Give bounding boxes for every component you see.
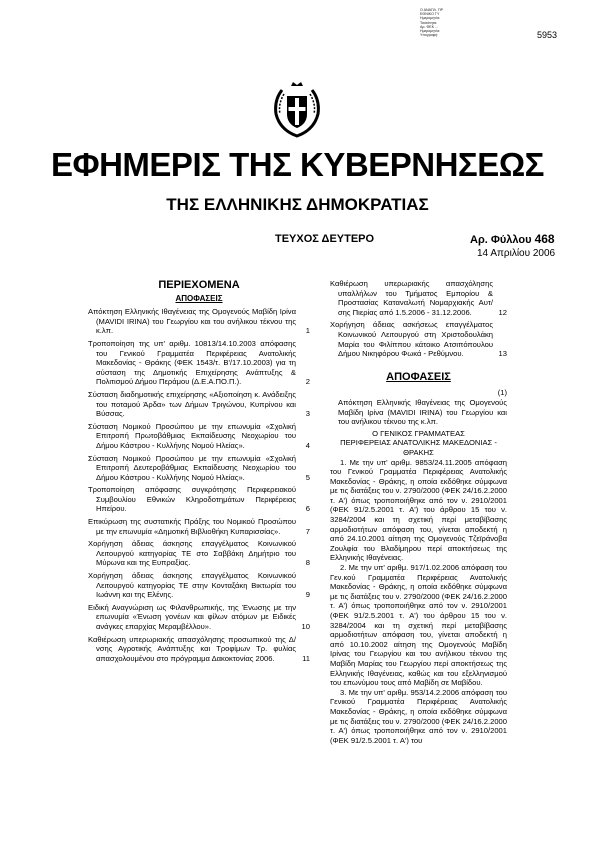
page-number: 5953 xyxy=(536,30,557,40)
toc-list-continued xyxy=(330,279,507,359)
greek-coat-of-arms-icon xyxy=(272,80,322,138)
decision-paragraph: 2. Με την υπ' αριθμ. 917/1.02.2006 απόφαση του Γεν.κού Γραμματέα Περιφέρειας Ανατολικής Μακεδονίας - Θράκης, η οποία εκδόθηκε σύμφωνα με τις διατάξεις του ν. 2790/2000 (ΦΕΚ 24/16.2.2000 τ. Α') όπως τροποποιήθηκε από τον ν. 2910/2001 (ΦΕΚ 91/2.5.2001 τ. Α') του άρθρου 15 του ν. 3284/2004 και τη σχετική περί μεταβίβασης αρμοδιοτήτων απόφαση του, γίνεται αποδεκτή η από 10.10.2002 αίτηση της Ομογενούς Μαβίδη Ιρίνας του Γεωργίου και του ανήλικου τέκνου της Μαβίδη Μαρίας του Γεωργίου περί αποκτήσεως της Ελληνικής Ιθαγένειας, καθώς και του εξελληνισμού του επωνύμου τους από Μαβίδη σε Μαβίδου. xyxy=(330,563,507,688)
issuer-note-line: Ο ΑΝΑΠΛ. ΠΡ xyxy=(420,8,443,12)
toc-entry-title: Επικύρωση της συστατικής Πράξης του Νομικού Προσώπου με την επωνυμία «Δημοτική Βιβλιοθήκη Κυπαρισσίας». xyxy=(88,517,296,536)
authority-region: ΠΕΡΙΦΕΡΕΙΑΣ ΑΝΑΤΟΛΙΚΗΣ ΜΑΚΕΔΟΝΙΑΣ - ΘΡΑΚΗΣ xyxy=(340,438,497,457)
toc-entry-title: Σύσταση διαδημοτικής επιχείρησης «Αξιοποίηση κ. Ανάδειξης του ποταμού Άρδα» των Δήμων Τριγώνου, Κυπρίνου και Βύσσας. xyxy=(88,389,296,419)
decisions-heading: ΑΠΟΦΑΣΕΙΣ xyxy=(386,370,451,383)
gazette-title: ΕΦΗΜΕΡΙΣ ΤΗΣ ΚΥΒΕΡΝΗΣΕΩΣ xyxy=(51,146,544,183)
toc-entry xyxy=(88,635,310,664)
toc-entry-title: Απόκτηση Ελληνικής Ιθαγένειας της Ομογενούς Μαβίδη Ιρίνα (MAVIDI IRINA) του Γεωργίου και του ανήλικου τέκνου της κ.λπ. xyxy=(88,307,296,336)
toc-entry xyxy=(330,320,507,358)
toc-list xyxy=(88,307,310,663)
toc-entry-page: 5 xyxy=(305,472,310,482)
issuer-note-line: Υπογραφή: xyxy=(420,33,439,38)
toc-entry-page: 8 xyxy=(305,558,310,568)
decision-title: Απόκτηση Ελληνικής Ιθαγένειας της Ομογενούς Μαβίδη Ιρίνα (MAVIDI IRINA) του Γεωργίου και του ανήλικου τέκνου της κ.λπ. xyxy=(338,397,507,427)
toc-entry-page: 6 xyxy=(305,504,310,514)
issuer-note xyxy=(420,8,516,37)
toc-entry-title: Σύσταση Νομικού Προσώπου με την επωνυμία «Σχολική Επιτροπή Πρωτοβάθμιας Εκπαίδευσης Νεοχωρίου του Δήμου Κάστρου - Κυλλήνης Νομού Ηλείας». xyxy=(88,421,296,450)
issuer-note-line: Ταυτότητα: xyxy=(420,20,438,25)
toc-entry-title: Σύσταση Νομικού Προσώπου με την επωνυμία «Σχολική Επιτροπή Δευτεροβάθμιας Εκπαίδευσης Νεοχωρίου του Δήμου Κάστρου - Κυλλήνης Νομού Ηλείας». xyxy=(88,453,296,482)
toc-entry xyxy=(88,517,310,536)
issuer-note-line: Αρ. ΦΕΚ ... xyxy=(420,24,439,29)
toc-entry xyxy=(88,339,310,387)
toc-entry-page: 13 xyxy=(498,349,507,359)
issue-number-value: 468 xyxy=(534,232,555,246)
decisions-column xyxy=(330,279,507,745)
toc-entry xyxy=(88,603,310,632)
toc-entry xyxy=(88,390,310,419)
toc-entry-title: Χορήγηση άδειας άσκησης επαγγέλματος Κοινωνικού Λειτουργού κατηγορίας ΤΕ στην Κονταξάκη Βικτωρία του Ιωάννη και της Ελένης. xyxy=(88,571,296,600)
toc-entry-page: 7 xyxy=(305,526,310,536)
issue-date: 14 Απριλίου 2006 xyxy=(477,248,556,259)
toc-entry-title: Καθιέρωση υπερωριακής απασχόλησης προσωπικού της Δ/νσης Αγροτικής Ανάπτυξης και Τροφίμων Τρ. φυλίας απασχολουμένου στο πρόγραμμα Δακοκτονίας 2006. xyxy=(88,634,296,663)
toc-entry xyxy=(88,571,310,600)
toc-entry-page: 2 xyxy=(305,377,310,387)
toc-entry-page: 4 xyxy=(305,440,310,450)
toc-entry xyxy=(330,279,507,317)
issuer-note-line: Ημερομηνία: xyxy=(420,16,441,21)
authority-title: Ο ΓΕΝΙΚΟΣ ΓΡΑΜΜΑΤΕΑΣ xyxy=(372,428,465,438)
toc-entry xyxy=(88,307,310,336)
issue-number-label: Αρ. Φύλλου xyxy=(470,234,532,246)
toc-entry-page: 11 xyxy=(302,653,310,663)
decision-paragraph: 3. Με την υπ' αριθμ. 953/14.2.2006 απόφαση του Γενικού Γραμματέα Περιφέρειας Ανατολικής Μακεδονίας - Θράκης, η οποία εκδόθηκε σύμφωνα με τις διατάξεις του ν. 2790/2000 (ΦΕΚ 24/16.2.2000 τ. Α') όπως τροποποιήθηκε από τον ν. 2910/2001 (ΦΕΚ 91/2.5.2001 τ. Α') του xyxy=(330,687,507,745)
toc-entry xyxy=(88,539,310,568)
gazette-subtitle: ΤΗΣ ΕΛΛΗΝΙΚΗΣ ΔΗΜΟΚΡΑΤΙΑΣ xyxy=(166,195,429,214)
toc-entry-title: Τροποποίηση της υπ' αριθμ. 10813/14.10.2003 απόφασης του Γενικού Γραμματέα Περιφέρειας Ανατολικής Μακεδονίας - Θράκης (ΦΕΚ 1543/τ. Β'/17.10.2003) για τη σύσταση της Δημοτικής Επιχείρησης Ανάπτυξης & Πολιτισμού Δήμου Περάμου (Δ.Ε.Α.ΠΟ.Π.). xyxy=(88,338,296,387)
toc-entry-page: 3 xyxy=(305,409,310,419)
toc-entry-page: 10 xyxy=(301,622,310,631)
contents-column xyxy=(88,281,310,666)
toc-entry-title: Χορήγηση άδειας ασκήσεως επαγγέλματος Κοινωνικού Λειτουργού στη Χριστοδουλάκη Μαρία του Φιλίππου κάτοικο Ατσιπόπουλου Δήμου Νικηφόρου Φωκά - Ρεθύμνου. xyxy=(330,320,493,359)
toc-entry-title: Ειδική Αναγνώριση ως Φιλανθρωπικής, της Ένωσης με την επωνυμία «Ένωση γονέων και φίλων ατόμων με Ειδικές ανάγκες επαρχίας Μεραμβέλλου». xyxy=(88,602,296,631)
decision-number: (1) xyxy=(497,388,507,398)
contents-subheading: ΑΠΟΦΑΣΕΙΣ xyxy=(175,293,223,303)
toc-entry-page: 12 xyxy=(498,307,507,317)
decision-paragraph: 1. Με την υπ' αριθμ. 9853/24.11.2005 απόφαση του Γενικού Γραμματέα Περιφέρειας Ανατολικής Μακεδονίας - Θράκης, η οποία εκδόθηκε σύμφωνα με τις διατάξεις του ν. 2790/2000 (ΦΕΚ 24/16.2.2000 τ. Α') όπως τροποποιήθηκε από τον ν. 2910/2001 (ΦΕΚ 91/2.5.2001 τ. Α') του άρθρου 15 του ν. 3284/2004 και τη σχετική περί μεταβίβασης αρμοδιοτήτων απόφαση του, γίνεται αποδεκτή η από 24.10.2001 αίτηση της Ομογενούς Τζεϊράνοβα Ζουλφία του Βλαδίμηρου περί αποκτήσεως της Ελληνικής Ιθαγένειας. xyxy=(330,457,507,563)
toc-entry-title: Καθιέρωση υπερωριακής απασχόλησης υπαλλήλων του Τμήματος Εμπορίου & Προστασίας Καταναλωτή Νομαρχιακής Αυτ/σης Πιερίας από 1.5.2006 - 31.12.2006. xyxy=(330,279,493,317)
toc-entry xyxy=(88,485,310,514)
toc-entry xyxy=(88,422,310,451)
toc-entry-page: 9 xyxy=(305,590,310,600)
contents-heading: ΠΕΡΙΕΧΟΜΕΝΑ xyxy=(158,279,240,291)
issuer-note-line: Ημερομηνία: xyxy=(420,29,441,34)
issue-series: ΤΕΥΧΟΣ ΔΕΥΤΕΡΟ xyxy=(275,233,375,245)
toc-entry-title: Χορήγηση άδειας άσκησης επαγγέλματος Κοινωνικού Λειτουργού κατηγορίας ΤΕ στο Σαββάκη Δημήτριο του Μύρωνα και της Ευπραξίας. xyxy=(88,539,296,568)
toc-entry-title: Τροποποίηση απόφασης συγκρότησης Περιφερειακού Συμβουλίου Εθνικών Κληροδοτημάτων Περιφέρειας Ηπείρου. xyxy=(88,485,296,514)
toc-entry-page: 1 xyxy=(305,326,310,336)
issuer-note-line: ΕΘΝΙΚΟ ΤΥ xyxy=(420,12,440,17)
toc-entry xyxy=(88,454,310,483)
issue-number xyxy=(470,232,555,246)
